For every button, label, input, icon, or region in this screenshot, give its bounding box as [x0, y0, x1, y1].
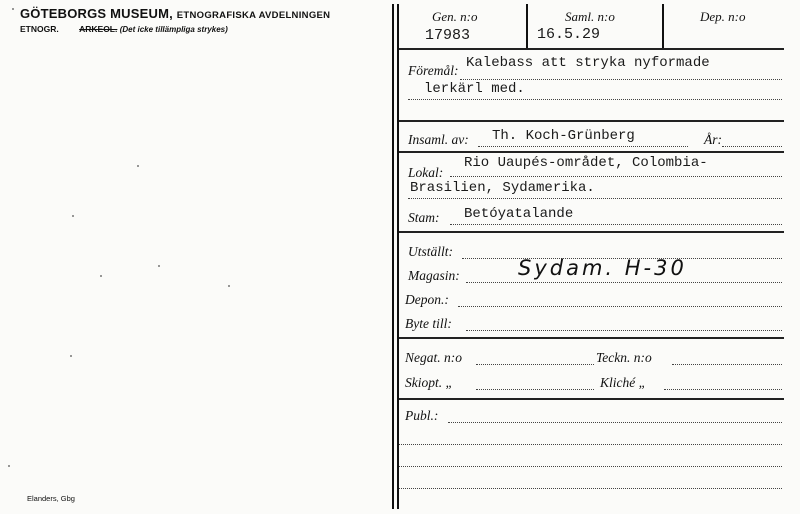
publ-label: Publ.:	[405, 408, 439, 423]
stam-label: Stam:	[408, 210, 440, 225]
negat-label: Negat. n:o	[405, 350, 462, 365]
section-rule	[399, 337, 784, 339]
speck	[228, 285, 230, 287]
section-rule	[399, 398, 784, 400]
header-divider-1	[526, 4, 528, 48]
kliche-label: Kliché „	[600, 375, 647, 390]
foremal-dotline2	[408, 99, 782, 100]
department-name: ETNOGRAFISKA AVDELNINGEN	[176, 10, 331, 21]
card-main-rule-inner	[397, 4, 399, 509]
speck	[72, 215, 74, 217]
foremal-dotline	[460, 79, 782, 80]
gen-label: Gen. n:o	[432, 9, 478, 24]
foremal-label: Föremål:	[408, 63, 459, 78]
negat-dotline	[476, 364, 594, 365]
utstallt-label: Utställt:	[408, 244, 454, 259]
speck	[70, 355, 72, 357]
lokal-label: Lokal:	[408, 165, 444, 180]
foremal-line2: lerkärl med.	[424, 81, 525, 97]
saml-label: Saml. n:o	[565, 9, 615, 24]
etnogr-label: ETNOGR.	[20, 24, 59, 34]
header-rule	[399, 48, 784, 50]
byte-dotline	[466, 330, 782, 331]
publ-dotline	[448, 422, 782, 423]
insaml-dotline	[478, 146, 688, 147]
ar-dotline	[722, 146, 782, 147]
section-rule	[399, 231, 784, 233]
depon-label: Depon.:	[405, 292, 449, 307]
speck	[12, 8, 14, 10]
lokal-line1: Rio Uaupés-området, Colombia-	[464, 155, 708, 171]
byte-label: Byte till:	[405, 316, 452, 331]
lokal-dotline	[450, 176, 782, 177]
magasin-dotline	[466, 282, 782, 283]
stam-dotline	[450, 224, 782, 225]
museum-title	[20, 6, 330, 21]
foremal-line1: Kalebass att stryka nyformade	[466, 55, 710, 71]
speck	[158, 265, 160, 267]
insaml-value: Th. Koch-Grünberg	[492, 128, 635, 144]
magasin-value: Sydam. H-30	[518, 256, 687, 280]
speck	[8, 465, 10, 467]
skiopt-dotline	[476, 389, 594, 390]
dep-label: Dep. n:o	[700, 9, 746, 24]
publ-dotline	[399, 488, 782, 489]
publ-dotline	[399, 466, 782, 467]
kliche-dotline	[664, 389, 782, 390]
teckn-dotline	[672, 364, 782, 365]
ar-label: År:	[704, 132, 722, 147]
skiopt-label: Skiopt. „	[405, 375, 454, 390]
gen-number: 17983	[425, 27, 471, 44]
lokal-line2: Brasilien, Sydamerika.	[410, 180, 595, 196]
struck-category: ARKEOL.	[79, 24, 118, 34]
teckn-label: Teckn. n:o	[596, 350, 652, 365]
printer-mark: Elanders, Gbg	[27, 494, 75, 503]
section-rule	[399, 120, 784, 122]
header-divider-2	[662, 4, 664, 48]
card-main-rule	[392, 4, 394, 509]
insaml-label: Insaml. av:	[408, 132, 469, 147]
magasin-label: Magasin:	[408, 268, 460, 283]
section-rule	[399, 151, 784, 153]
lokal-dotline2	[408, 198, 782, 199]
publ-dotline	[399, 444, 782, 445]
saml-number: 16.5.29	[537, 26, 601, 43]
speck	[137, 165, 139, 167]
depon-dotline	[458, 306, 782, 307]
speck	[100, 275, 102, 277]
strike-note: (Det icke tillämpliga strykes)	[119, 25, 228, 34]
category-line	[20, 24, 228, 34]
museum-name: GÖTEBORGS MUSEUM,	[20, 6, 173, 21]
stam-value: Betóyatalande	[464, 206, 574, 222]
